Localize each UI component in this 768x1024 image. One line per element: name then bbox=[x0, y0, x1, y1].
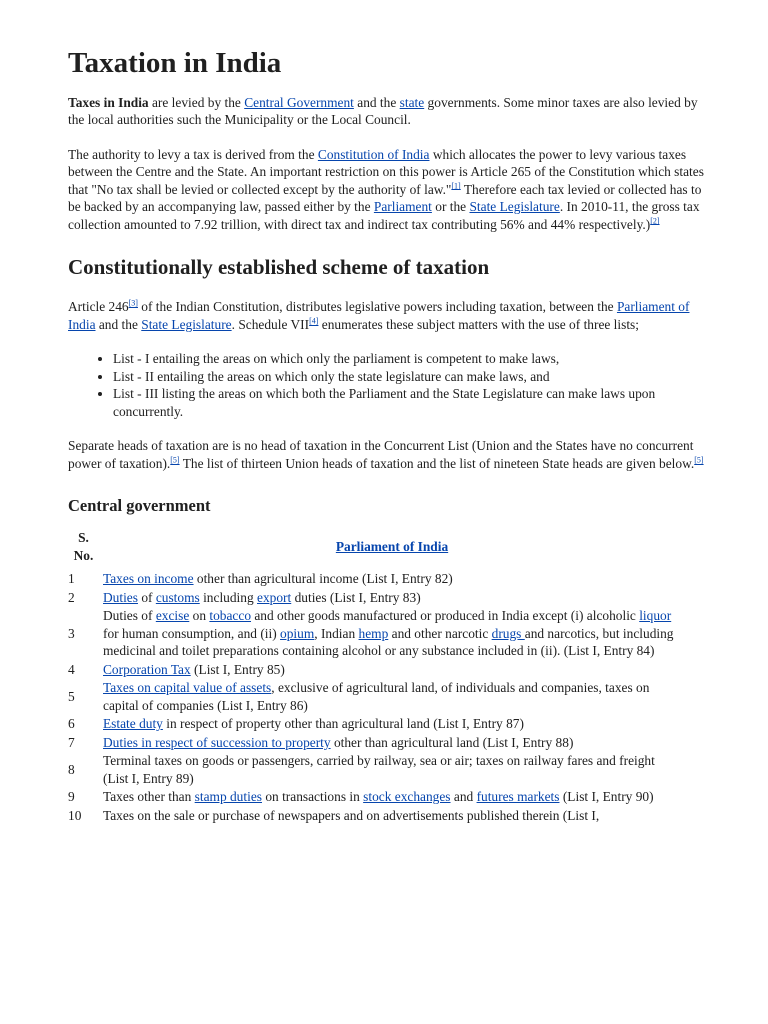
list-item: • List - II entailing the areas on which only the state legislature can make laws, and bbox=[113, 368, 706, 386]
row-description bbox=[103, 715, 681, 734]
taxes-on-income-link[interactable]: Taxes on income bbox=[103, 571, 194, 587]
central-government-subheading: Central government bbox=[68, 496, 211, 516]
cell-text: , Indian bbox=[314, 625, 359, 641]
cell-text: Duties of bbox=[103, 608, 156, 624]
serial-number-header: S. No. bbox=[73, 530, 94, 563]
row-description bbox=[103, 734, 681, 753]
article-246-paragraph bbox=[68, 298, 706, 333]
cell-text: including bbox=[199, 589, 258, 605]
paragraph-text: Therefore each tax levied or collected has to be backed by an accompanying law, passed either by the bbox=[68, 181, 702, 215]
reference-5[interactable] bbox=[170, 456, 179, 465]
lists-bullet-list bbox=[68, 350, 706, 420]
row-number: 10 bbox=[68, 807, 82, 823]
estate-duty-link[interactable]: Estate duty bbox=[103, 716, 163, 732]
cell-text: duties (List I, Entry 83) bbox=[291, 589, 421, 605]
row-description bbox=[103, 752, 681, 788]
reference-link[interactable]: [5] bbox=[170, 455, 180, 465]
reference-1[interactable] bbox=[451, 181, 460, 190]
list-item: • List - III listing the areas on which both the Parliament and the State Legislature can make laws upon concurrently. bbox=[113, 385, 706, 420]
reference-link[interactable]: [5] bbox=[694, 455, 704, 465]
cell-text: and bbox=[450, 789, 477, 805]
constitution-of-india-link[interactable]: Constitution of India bbox=[317, 146, 430, 162]
row-description bbox=[103, 788, 681, 807]
page-title: Taxation in India bbox=[68, 47, 282, 79]
futures-markets-link[interactable]: futures markets bbox=[476, 789, 560, 805]
cell-text: other than agricultural income (List I, Entry 82) bbox=[193, 571, 453, 587]
table-row bbox=[68, 589, 681, 608]
parliament-of-india-header bbox=[103, 529, 681, 570]
paragraph-text: of the Indian Constitution, distributes legislative powers including taxation, between the bbox=[137, 299, 617, 315]
paragraph-text: The list of thirteen Union heads of taxation and the list of nineteen State heads are given below. bbox=[179, 455, 695, 471]
duties-link[interactable]: Duties bbox=[103, 589, 138, 605]
table-row bbox=[68, 752, 681, 788]
reference-link[interactable]: [4] bbox=[309, 316, 319, 326]
cell-text: in respect of property other than agricultural land (List I, Entry 87) bbox=[162, 716, 524, 732]
corporation-tax-link[interactable]: Corporation Tax bbox=[103, 661, 191, 677]
opium-link[interactable]: opium bbox=[280, 625, 315, 641]
row-number: 9 bbox=[68, 789, 75, 805]
paragraph-text: . Schedule VII bbox=[231, 316, 310, 332]
row-number: 1 bbox=[68, 571, 75, 587]
state-link[interactable]: state bbox=[399, 94, 425, 110]
state-legislature-link[interactable]: State Legislature bbox=[469, 199, 560, 215]
cell-text: Taxes on the sale or purchase of newspapers and on advertisements published therein (List I, bbox=[103, 807, 600, 823]
hemp-link[interactable]: hemp bbox=[358, 625, 389, 641]
central-government-link[interactable]: Central Government bbox=[244, 94, 354, 110]
reference-link[interactable]: [1] bbox=[451, 181, 461, 191]
stamp-duties-link[interactable]: stamp duties bbox=[194, 789, 262, 805]
customs-link[interactable]: customs bbox=[155, 589, 200, 605]
excise-link[interactable]: excise bbox=[155, 608, 190, 624]
drugs-link[interactable]: drugs bbox=[491, 625, 525, 641]
paragraph-text: or the bbox=[431, 199, 470, 215]
row-number: 8 bbox=[68, 762, 75, 778]
union-taxation-table bbox=[68, 529, 681, 825]
reference-3[interactable] bbox=[129, 299, 138, 308]
section-heading: Constitutionally established scheme of taxation bbox=[68, 255, 490, 280]
table-row bbox=[68, 807, 681, 826]
succession-duties-link[interactable]: Duties in respect of succession to property bbox=[103, 734, 331, 750]
paragraph-text: Separate heads of taxation are is no head of taxation in the Concurrent List (Union and the States have no concurrent power of taxation). bbox=[68, 438, 694, 471]
liquor-link[interactable]: liquor bbox=[639, 608, 672, 624]
row-description bbox=[103, 589, 681, 608]
cell-text: on transactions in bbox=[261, 789, 364, 805]
paragraph-text: which allocates the power to levy various taxes between the Centre and the State. An important restriction on this power is Article 265 of the Constitution which states that "No tax shall be levied or collected except by the authority of law." bbox=[68, 146, 704, 197]
cell-text: other than agricultural land (List I, Entry 88) bbox=[330, 734, 574, 750]
cell-text: Terminal taxes on goods or passengers, carried by railway, sea or air; taxes on railway fares and freight (List I, Entry 89) bbox=[103, 753, 655, 786]
cell-text: and other goods manufactured or produced in India except (i) alcoholic bbox=[251, 608, 640, 624]
table-row bbox=[68, 661, 681, 680]
cell-text: (List I, Entry 85) bbox=[190, 661, 285, 677]
cell-text: and other narcotic bbox=[388, 625, 492, 641]
paragraph-text: Article 246 bbox=[68, 299, 129, 315]
row-description bbox=[103, 807, 681, 826]
cell-text: Taxes other than bbox=[103, 789, 195, 805]
list-item: • List - I entailing the areas on which only the parliament is competent to make laws, bbox=[113, 350, 706, 368]
row-number: 7 bbox=[68, 734, 75, 750]
intro-text: are levied by the bbox=[148, 94, 245, 110]
row-description bbox=[103, 607, 681, 661]
tobacco-link[interactable]: tobacco bbox=[209, 608, 252, 624]
row-number: 5 bbox=[68, 689, 75, 705]
table-row bbox=[68, 570, 681, 589]
stock-exchanges-link[interactable]: stock exchanges bbox=[363, 789, 451, 805]
cell-text: and narcotics, but including medicinal and toilet preparations containing alcohol or any substance included in (ii). (List I, Entry 84) bbox=[103, 625, 674, 659]
cell-text: , exclusive of agricultural land, of individuals and companies, taxes on capital of companies (List I, Entry 86) bbox=[103, 680, 650, 713]
intro-paragraph bbox=[68, 94, 706, 129]
row-number: 3 bbox=[68, 625, 75, 641]
intro-text: governments. Some minor taxes are also levied by the local authorities such the Municipality or the Local Council. bbox=[68, 94, 698, 128]
row-description bbox=[103, 661, 681, 680]
separate-heads-paragraph bbox=[68, 437, 706, 472]
cell-text: on bbox=[189, 608, 210, 624]
table-row bbox=[68, 607, 681, 661]
intro-bold-term: Taxes in India bbox=[68, 94, 149, 110]
parliament-link[interactable]: Parliament bbox=[373, 199, 432, 215]
cell-text: for human consumption, and (ii) bbox=[103, 625, 281, 641]
export-link[interactable]: export bbox=[257, 589, 292, 605]
parliament-of-india-link[interactable]: Parliament of India bbox=[68, 299, 690, 332]
row-number: 4 bbox=[68, 661, 75, 677]
paragraph-text: and the bbox=[95, 316, 142, 332]
table-row bbox=[68, 679, 681, 715]
row-number: 6 bbox=[68, 716, 75, 732]
row-description bbox=[103, 679, 681, 715]
intro-text: and the bbox=[353, 94, 400, 110]
table-row bbox=[68, 734, 681, 753]
parliament-of-india-header-link[interactable]: Parliament of India bbox=[335, 539, 449, 555]
authority-paragraph bbox=[68, 146, 706, 234]
table-row bbox=[68, 715, 681, 734]
reference-2[interactable] bbox=[650, 216, 659, 225]
reference-5b[interactable] bbox=[694, 456, 703, 465]
table-row bbox=[68, 788, 681, 807]
paragraph-text: The authority to levy a tax is derived from the bbox=[68, 146, 318, 162]
table-header-row bbox=[68, 529, 681, 570]
row-number: 2 bbox=[68, 589, 75, 605]
reference-link[interactable]: [2] bbox=[650, 216, 660, 226]
reference-link[interactable]: [3] bbox=[128, 299, 138, 309]
cell-text: (List I, Entry 90) bbox=[559, 789, 654, 805]
paragraph-text: . In 2010-11, the gross tax collection amounted to 7.92 trillion, with direct tax and indirect tax contributing 56% and 44% respectively.) bbox=[68, 199, 700, 232]
state-legislature-link[interactable]: State Legislature bbox=[141, 316, 232, 332]
cell-text: of bbox=[137, 589, 156, 605]
taxes-on-capital-value-link[interactable]: Taxes on capital value of assets bbox=[103, 680, 272, 696]
paragraph-text: enumerates these subject matters with the use of three lists; bbox=[318, 316, 639, 332]
row-description bbox=[103, 570, 681, 589]
